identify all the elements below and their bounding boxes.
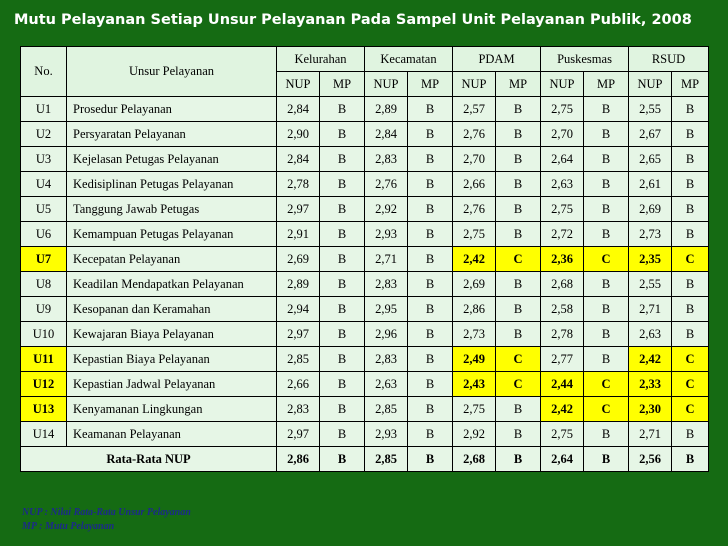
nup-cell: 2,83 xyxy=(365,147,408,172)
table-row xyxy=(21,422,709,447)
average-nup-cell: 2,56 xyxy=(629,447,672,472)
nup-cell: 2,75 xyxy=(541,422,584,447)
nup-cell: 2,73 xyxy=(453,322,496,347)
mp-cell: B xyxy=(320,197,365,222)
average-nup-cell: 2,86 xyxy=(277,447,320,472)
nup-cell: 2,70 xyxy=(453,147,496,172)
row-name: Kenyamanan Lingkungan xyxy=(67,397,277,422)
nup-cell: 2,42 xyxy=(629,347,672,372)
mp-cell: C xyxy=(496,372,541,397)
nup-cell: 2,71 xyxy=(629,297,672,322)
row-name: Kedisiplinan Petugas Pelayanan xyxy=(67,172,277,197)
mp-cell: B xyxy=(672,197,709,222)
nup-cell: 2,83 xyxy=(277,397,320,422)
nup-cell: 2,75 xyxy=(541,97,584,122)
header-mp: MP xyxy=(584,72,629,97)
nup-cell: 2,66 xyxy=(277,372,320,397)
nup-cell: 2,69 xyxy=(629,197,672,222)
row-name: Prosedur Pelayanan xyxy=(67,97,277,122)
header-group: Puskesmas xyxy=(541,47,629,72)
table-row xyxy=(21,122,709,147)
table-row xyxy=(21,222,709,247)
mp-cell: B xyxy=(408,297,453,322)
nup-cell: 2,93 xyxy=(365,422,408,447)
mp-cell: C xyxy=(672,247,709,272)
mp-cell: B xyxy=(672,422,709,447)
mp-cell: B xyxy=(320,122,365,147)
mp-cell: B xyxy=(408,247,453,272)
nup-cell: 2,65 xyxy=(629,147,672,172)
mp-cell: B xyxy=(408,222,453,247)
nup-cell: 2,42 xyxy=(453,247,496,272)
nup-cell: 2,71 xyxy=(629,422,672,447)
mp-cell: B xyxy=(320,372,365,397)
header-nup: NUP xyxy=(629,72,672,97)
mp-cell: B xyxy=(584,272,629,297)
table-row xyxy=(21,347,709,372)
nup-cell: 2,72 xyxy=(541,222,584,247)
table-row xyxy=(21,147,709,172)
header-nup: NUP xyxy=(277,72,320,97)
nup-cell: 2,90 xyxy=(277,122,320,147)
mp-cell: B xyxy=(496,197,541,222)
row-name: Persyaratan Pelayanan xyxy=(67,122,277,147)
header-unsur: Unsur Pelayanan xyxy=(67,47,277,97)
row-code: U5 xyxy=(21,197,67,222)
row-code: U8 xyxy=(21,272,67,297)
mp-cell: B xyxy=(320,222,365,247)
table-row xyxy=(21,172,709,197)
mp-cell: C xyxy=(584,247,629,272)
nup-cell: 2,91 xyxy=(277,222,320,247)
footnote-mp: MP : Mutu Pelayanan xyxy=(22,521,115,532)
nup-cell: 2,84 xyxy=(277,147,320,172)
nup-cell: 2,66 xyxy=(453,172,496,197)
row-name: Kesopanan dan Keramahan xyxy=(67,297,277,322)
nup-cell: 2,84 xyxy=(277,97,320,122)
mp-cell: B xyxy=(408,397,453,422)
header-mp: MP xyxy=(496,72,541,97)
mp-cell: B xyxy=(584,197,629,222)
average-mp-cell: B xyxy=(320,447,365,472)
nup-cell: 2,78 xyxy=(277,172,320,197)
header-nup: NUP xyxy=(365,72,408,97)
mp-cell: B xyxy=(672,97,709,122)
mp-cell: B xyxy=(408,347,453,372)
header-nup: NUP xyxy=(453,72,496,97)
nup-cell: 2,75 xyxy=(541,197,584,222)
mp-cell: B xyxy=(408,122,453,147)
mp-cell: B xyxy=(584,147,629,172)
mp-cell: B xyxy=(320,172,365,197)
mp-cell: B xyxy=(584,347,629,372)
mp-cell: B xyxy=(496,222,541,247)
nup-cell: 2,55 xyxy=(629,97,672,122)
mp-cell: C xyxy=(584,372,629,397)
nup-cell: 2,33 xyxy=(629,372,672,397)
service-quality-table xyxy=(20,46,709,472)
nup-cell: 2,76 xyxy=(453,197,496,222)
nup-cell: 2,36 xyxy=(541,247,584,272)
table-row xyxy=(21,297,709,322)
row-code: U7 xyxy=(21,247,67,272)
header-group: Kecamatan xyxy=(365,47,453,72)
mp-cell: B xyxy=(672,172,709,197)
mp-cell: B xyxy=(408,147,453,172)
nup-cell: 2,94 xyxy=(277,297,320,322)
mp-cell: B xyxy=(408,372,453,397)
row-name: Kejelasan Petugas Pelayanan xyxy=(67,147,277,172)
mp-cell: B xyxy=(320,272,365,297)
mp-cell: B xyxy=(320,297,365,322)
average-row xyxy=(21,447,709,472)
row-name: Kepastian Jadwal Pelayanan xyxy=(67,372,277,397)
mp-cell: B xyxy=(320,247,365,272)
mp-cell: B xyxy=(496,147,541,172)
row-name: Kepastian Biaya Pelayanan xyxy=(67,347,277,372)
nup-cell: 2,97 xyxy=(277,422,320,447)
mp-cell: B xyxy=(584,297,629,322)
mp-cell: B xyxy=(408,272,453,297)
nup-cell: 2,35 xyxy=(629,247,672,272)
nup-cell: 2,77 xyxy=(541,347,584,372)
mp-cell: C xyxy=(672,372,709,397)
nup-cell: 2,44 xyxy=(541,372,584,397)
mp-cell: B xyxy=(408,322,453,347)
mp-cell: B xyxy=(496,122,541,147)
nup-cell: 2,64 xyxy=(541,147,584,172)
nup-cell: 2,63 xyxy=(365,372,408,397)
row-code: U14 xyxy=(21,422,67,447)
row-code: U13 xyxy=(21,397,67,422)
average-label: Rata-Rata NUP xyxy=(21,447,277,472)
nup-cell: 2,69 xyxy=(277,247,320,272)
mp-cell: B xyxy=(320,97,365,122)
mp-cell: C xyxy=(672,397,709,422)
table-row xyxy=(21,372,709,397)
row-code: U6 xyxy=(21,222,67,247)
nup-cell: 2,83 xyxy=(365,272,408,297)
table-row xyxy=(21,322,709,347)
nup-cell: 2,97 xyxy=(277,197,320,222)
mp-cell: B xyxy=(496,397,541,422)
mp-cell: B xyxy=(584,422,629,447)
mp-cell: B xyxy=(584,172,629,197)
mp-cell: B xyxy=(320,422,365,447)
row-code: U12 xyxy=(21,372,67,397)
average-mp-cell: B xyxy=(584,447,629,472)
mp-cell: B xyxy=(584,97,629,122)
nup-cell: 2,75 xyxy=(453,222,496,247)
nup-cell: 2,89 xyxy=(277,272,320,297)
footnote-nup: NUP : Nilai Rata-Rata Unsur Pelayanan xyxy=(22,507,191,518)
row-code: U9 xyxy=(21,297,67,322)
nup-cell: 2,92 xyxy=(453,422,496,447)
row-code: U3 xyxy=(21,147,67,172)
nup-cell: 2,69 xyxy=(453,272,496,297)
row-code: U1 xyxy=(21,97,67,122)
mp-cell: B xyxy=(320,147,365,172)
row-name: Kewajaran Biaya Pelayanan xyxy=(67,322,277,347)
table-row xyxy=(21,97,709,122)
nup-cell: 2,30 xyxy=(629,397,672,422)
mp-cell: B xyxy=(496,97,541,122)
nup-cell: 2,70 xyxy=(541,122,584,147)
mp-cell: B xyxy=(672,222,709,247)
mp-cell: B xyxy=(672,147,709,172)
mp-cell: B xyxy=(584,322,629,347)
nup-cell: 2,95 xyxy=(365,297,408,322)
nup-cell: 2,85 xyxy=(365,397,408,422)
table-row xyxy=(21,397,709,422)
mp-cell: B xyxy=(496,297,541,322)
nup-cell: 2,57 xyxy=(453,97,496,122)
average-nup-cell: 2,64 xyxy=(541,447,584,472)
nup-cell: 2,61 xyxy=(629,172,672,197)
mp-cell: B xyxy=(672,272,709,297)
row-code: U2 xyxy=(21,122,67,147)
mp-cell: B xyxy=(496,422,541,447)
average-nup-cell: 2,85 xyxy=(365,447,408,472)
mp-cell: C xyxy=(496,247,541,272)
mp-cell: B xyxy=(672,322,709,347)
row-code: U11 xyxy=(21,347,67,372)
mp-cell: B xyxy=(496,272,541,297)
nup-cell: 2,85 xyxy=(277,347,320,372)
header-mp: MP xyxy=(408,72,453,97)
nup-cell: 2,97 xyxy=(277,322,320,347)
mp-cell: B xyxy=(672,122,709,147)
nup-cell: 2,58 xyxy=(541,297,584,322)
mp-cell: B xyxy=(408,422,453,447)
header-mp: MP xyxy=(320,72,365,97)
header-mp: MP xyxy=(672,72,709,97)
mp-cell: C xyxy=(584,397,629,422)
header-group: Kelurahan xyxy=(277,47,365,72)
header-group: PDAM xyxy=(453,47,541,72)
mp-cell: B xyxy=(408,197,453,222)
mp-cell: B xyxy=(320,322,365,347)
average-mp-cell: B xyxy=(496,447,541,472)
mp-cell: B xyxy=(408,97,453,122)
average-mp-cell: B xyxy=(408,447,453,472)
mp-cell: B xyxy=(584,122,629,147)
nup-cell: 2,76 xyxy=(453,122,496,147)
header-group: RSUD xyxy=(629,47,709,72)
header-no: No. xyxy=(21,47,67,97)
mp-cell: C xyxy=(672,347,709,372)
page-title: Mutu Pelayanan Setiap Unsur Pelayanan Pada Sampel Unit Pelayanan Publik, 2008 xyxy=(14,12,692,28)
table-row xyxy=(21,197,709,222)
average-nup-cell: 2,68 xyxy=(453,447,496,472)
nup-cell: 2,86 xyxy=(453,297,496,322)
nup-cell: 2,76 xyxy=(365,172,408,197)
nup-cell: 2,75 xyxy=(453,397,496,422)
nup-cell: 2,73 xyxy=(629,222,672,247)
row-name: Kemampuan Petugas Pelayanan xyxy=(67,222,277,247)
nup-cell: 2,93 xyxy=(365,222,408,247)
table-row xyxy=(21,247,709,272)
nup-cell: 2,78 xyxy=(541,322,584,347)
row-name: Tanggung Jawab Petugas xyxy=(67,197,277,222)
nup-cell: 2,43 xyxy=(453,372,496,397)
row-name: Keadilan Mendapatkan Pelayanan xyxy=(67,272,277,297)
nup-cell: 2,92 xyxy=(365,197,408,222)
header-nup: NUP xyxy=(541,72,584,97)
nup-cell: 2,63 xyxy=(629,322,672,347)
nup-cell: 2,96 xyxy=(365,322,408,347)
mp-cell: C xyxy=(496,347,541,372)
nup-cell: 2,84 xyxy=(365,122,408,147)
table-row xyxy=(21,272,709,297)
mp-cell: B xyxy=(496,322,541,347)
nup-cell: 2,55 xyxy=(629,272,672,297)
nup-cell: 2,67 xyxy=(629,122,672,147)
row-code: U10 xyxy=(21,322,67,347)
nup-cell: 2,42 xyxy=(541,397,584,422)
nup-cell: 2,68 xyxy=(541,272,584,297)
nup-cell: 2,49 xyxy=(453,347,496,372)
nup-cell: 2,89 xyxy=(365,97,408,122)
mp-cell: B xyxy=(496,172,541,197)
mp-cell: B xyxy=(408,172,453,197)
mp-cell: B xyxy=(672,297,709,322)
nup-cell: 2,83 xyxy=(365,347,408,372)
mp-cell: B xyxy=(320,397,365,422)
average-mp-cell: B xyxy=(672,447,709,472)
row-name: Keamanan Pelayanan xyxy=(67,422,277,447)
nup-cell: 2,63 xyxy=(541,172,584,197)
mp-cell: B xyxy=(320,347,365,372)
mp-cell: B xyxy=(584,222,629,247)
row-code: U4 xyxy=(21,172,67,197)
nup-cell: 2,71 xyxy=(365,247,408,272)
row-name: Kecepatan Pelayanan xyxy=(67,247,277,272)
